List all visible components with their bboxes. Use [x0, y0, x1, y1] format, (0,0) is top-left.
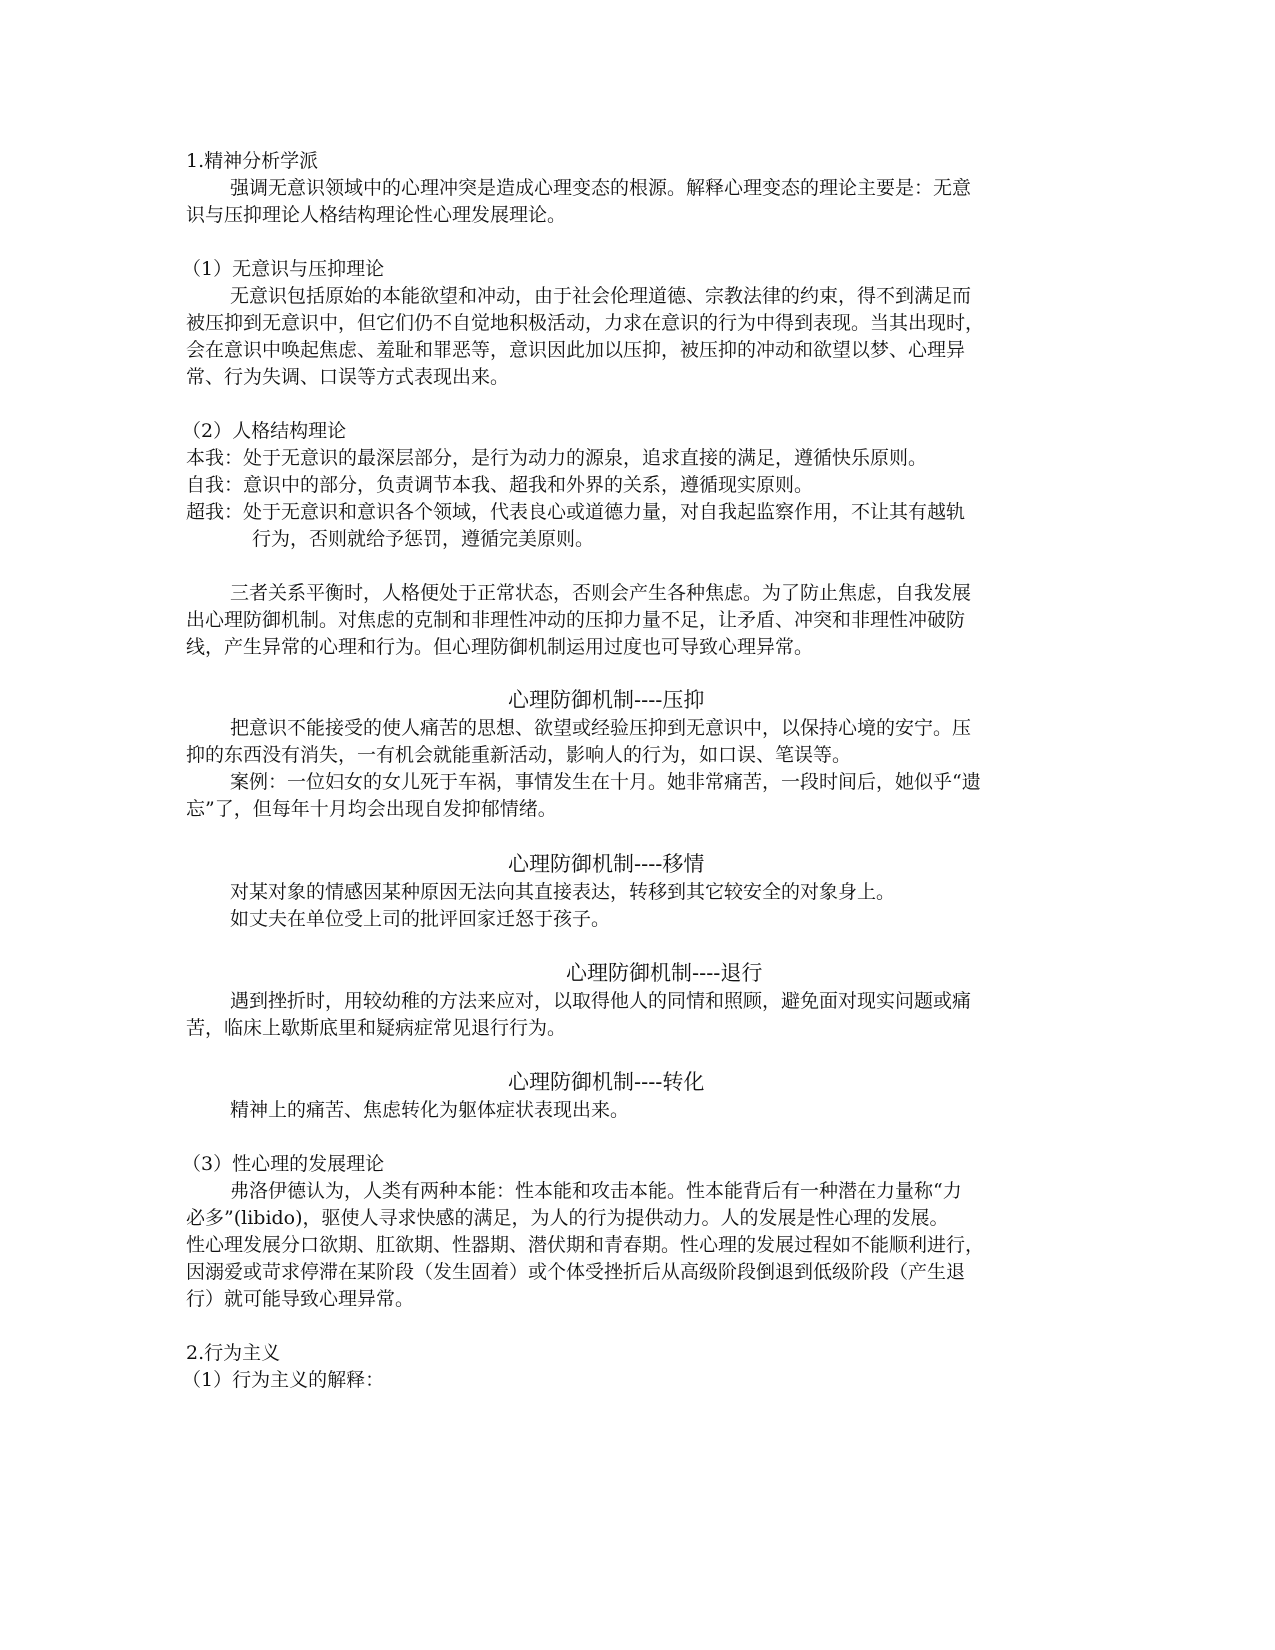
subsection-title-unconscious: （1）无意识与压抑理论 [182, 258, 385, 280]
paragraph-line: 会在意识中唤起焦虑、羞耻和罪恶等，意识因此加以压抑，被压抑的冲动和欲望以梦、心理异 [186, 339, 966, 361]
definition-superego: 超我：处于无意识和意识各个领域，代表良心或道德力量，对自我起监察作用，不让其有越轨 [186, 501, 966, 523]
paragraph-line: 三者关系平衡时，人格便处于正常状态，否则会产生各种焦虑。为了防止焦虑，自我发展 [230, 582, 972, 604]
heading-displacement: 心理防御机制----移情 [508, 852, 705, 876]
paragraph-line: 遇到挫折时，用较幼稚的方法来应对，以取得他人的同情和照顾，避免面对现实问题或痛 [230, 990, 972, 1012]
definition-id: 本我：处于无意识的最深层部分，是行为动力的源泉，追求直接的满足，遵循快乐原则。 [186, 447, 928, 469]
paragraph-line: 弗洛伊德认为，人类有两种本能：性本能和攻击本能。性本能背后有一种潜在力量称“力 [230, 1180, 962, 1202]
paragraph-line: 无意识包括原始的本能欲望和冲动，由于社会伦理道德、宗教法律的约束，得不到满足而 [230, 285, 972, 307]
paragraph-line: 如丈夫在单位受上司的批评回家迁怒于孩子。 [230, 908, 611, 930]
heading-regression: 心理防御机制----退行 [566, 961, 763, 985]
paragraph-line: 抑的东西没有消失，一有机会就能重新活动，影响人的行为，如口误、笔误等。 [186, 744, 852, 766]
subsection-title-personality: （2）人格结构理论 [182, 420, 347, 442]
paragraph-line: 因溺爱或苛求停滞在某阶段（发生固着）或个体受挫折后从高级阶段倒退到低级阶段（产生退 [186, 1261, 966, 1283]
paragraph-line: 性心理发展分口欲期、肛欲期、性器期、潜伏期和青春期。性心理的发展过程如不能顺利进行， [186, 1234, 985, 1256]
subsection-title-behaviorism-explanation: （1）行为主义的解释： [182, 1369, 385, 1391]
paragraph-line: 行）就可能导致心理异常。 [186, 1288, 415, 1310]
paragraph-line: 出心理防御机制。对焦虑的克制和非理性冲动的压抑力量不足，让矛盾、冲突和非理性冲破防 [186, 609, 966, 631]
paragraph-line: 常、行为失调、口误等方式表现出来。 [186, 366, 510, 388]
definition-ego: 自我：意识中的部分，负责调节本我、超我和外界的关系，遵循现实原则。 [186, 474, 814, 496]
paragraph-line: 对某对象的情感因某种原因无法向其直接表达，转移到其它较安全的对象身上。 [230, 881, 896, 903]
paragraph-line: 线，产生异常的心理和行为。但心理防御机制运用过度也可导致心理异常。 [186, 636, 814, 658]
paragraph-line: 识与压抑理论人格结构理论性心理发展理论。 [186, 204, 567, 226]
definition-superego-continued: 行为，否则就给予惩罚，遵循完美原则。 [252, 528, 595, 550]
case-example-line: 案例：一位妇女的女儿死于车祸，事情发生在十月。她非常痛苦，一段时间后，她似乎“遗 [230, 771, 981, 793]
section-title-behaviorism: 2.行为主义 [186, 1342, 281, 1364]
heading-repression: 心理防御机制----压抑 [508, 688, 705, 712]
heading-conversion: 心理防御机制----转化 [508, 1070, 705, 1094]
paragraph-line: 被压抑到无意识中，但它们仍不自觉地积极活动，力求在意识的行为中得到表现。当其出现时， [186, 312, 985, 334]
subsection-title-psychosexual: （3）性心理的发展理论 [182, 1153, 385, 1175]
section-title-psychoanalysis: 1.精神分析学派 [186, 150, 319, 172]
paragraph-line: 强调无意识领域中的心理冲突是造成心理变态的根源。解释心理变态的理论主要是：无意 [230, 177, 972, 199]
paragraph-line: 精神上的痛苦、焦虑转化为躯体症状表现出来。 [230, 1099, 630, 1121]
paragraph-line: 苦，临床上歇斯底里和疑病症常见退行行为。 [186, 1017, 567, 1039]
paragraph-line: 把意识不能接受的使人痛苦的思想、欲望或经验压抑到无意识中，以保持心境的安宁。压 [230, 717, 972, 739]
paragraph-line: 必多”(libido)，驱使人寻求快感的满足，为人的行为提供动力。人的发展是性心理的发展。 [186, 1207, 949, 1229]
case-example-line: 忘”了，但每年十月均会出现自发抑郁情绪。 [186, 798, 557, 820]
